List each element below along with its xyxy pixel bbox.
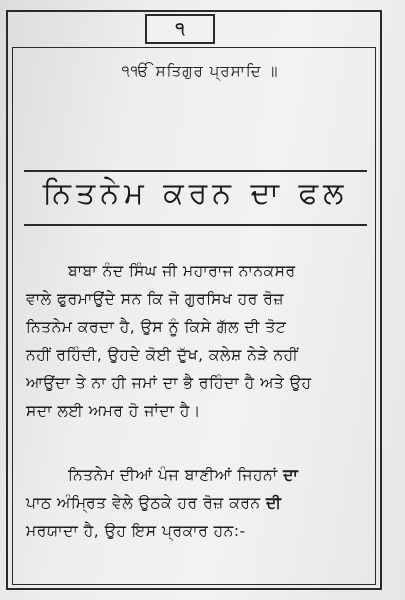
paragraph1-line: ਸਦਾ ਲਈ ਅਮਰ ਹੋ ਜਾਂਦਾ ਹੈ। bbox=[26, 402, 201, 420]
paragraph2-text: ਪਾਠ ਅੰਮ੍ਰਿਤ ਵੇਲੇ ਉਠਕੇ ਹਰ ਰੋਜ਼ ਕਰਨ bbox=[26, 494, 261, 512]
paragraph1-line: ਨਹੀਂ ਰਹਿੰਦੀ, ਉਹਦੇ ਕੋਈ ਦੁੱਖ, ਕਲੇਸ਼ ਨੇੜੇ ਨਹੀਂ bbox=[26, 346, 299, 364]
paragraph2-text: ਨਿਤਨੇਮ ਦੀਆਂ ਪੰਜ ਬਾਣੀਆਂ ਜਿਹਨਾਂ bbox=[68, 466, 278, 484]
paragraph1-line: ਆਉਂਦਾ ਤੇ ਨਾ ਹੀ ਜਮਾਂ ਦਾ ਭੈ ਰਹਿੰਦਾ ਹੈ ਅਤੇ ਉਹ bbox=[26, 374, 312, 392]
paragraph2-line: ਮਰਯਾਦਾ ਹੈ, ਉਹ ਇਸ ਪ੍ਰਕਾਰ ਹਨ:- bbox=[26, 522, 246, 540]
title-top-rule bbox=[24, 170, 367, 172]
paragraph2-bold-word: ਦਾ bbox=[283, 466, 299, 484]
page-number: ੧ bbox=[145, 14, 215, 44]
invocation-mool-mantar: ੧ੴ ਸਤਿਗੁਰ ਪ੍ਰਸਾਦਿ ॥ bbox=[121, 62, 279, 80]
paragraph2-line bbox=[26, 494, 281, 513]
paragraph2-bold-word: ਦੀ bbox=[266, 494, 282, 512]
paragraph1-line: ਨਿਤਨੇਮ ਕਰਦਾ ਹੈ, ਉਸ ਨੂੰ ਕਿਸੇ ਗੱਲ ਦੀ ਤੋਟ bbox=[26, 318, 287, 336]
paragraph1-line: ਵਾਲੇ ਫੁਰਮਾਉਂਦੇ ਸਨ ਕਿ ਜੋ ਗੁਰਸਿਖ ਹਰ ਰੋਜ਼ bbox=[26, 290, 285, 308]
paragraph1-line: ਬਾਬਾ ਨੰਦ ਸਿੰਘ ਜੀ ਮਹਾਰਾਜ ਨਾਨਕਸਰ bbox=[68, 262, 296, 280]
page-title: ਨਿਤਨੇਮ ਕਰਨ ਦਾ ਫਲ bbox=[42, 176, 349, 211]
paragraph2-line bbox=[68, 466, 298, 485]
title-bottom-rule bbox=[24, 224, 367, 226]
